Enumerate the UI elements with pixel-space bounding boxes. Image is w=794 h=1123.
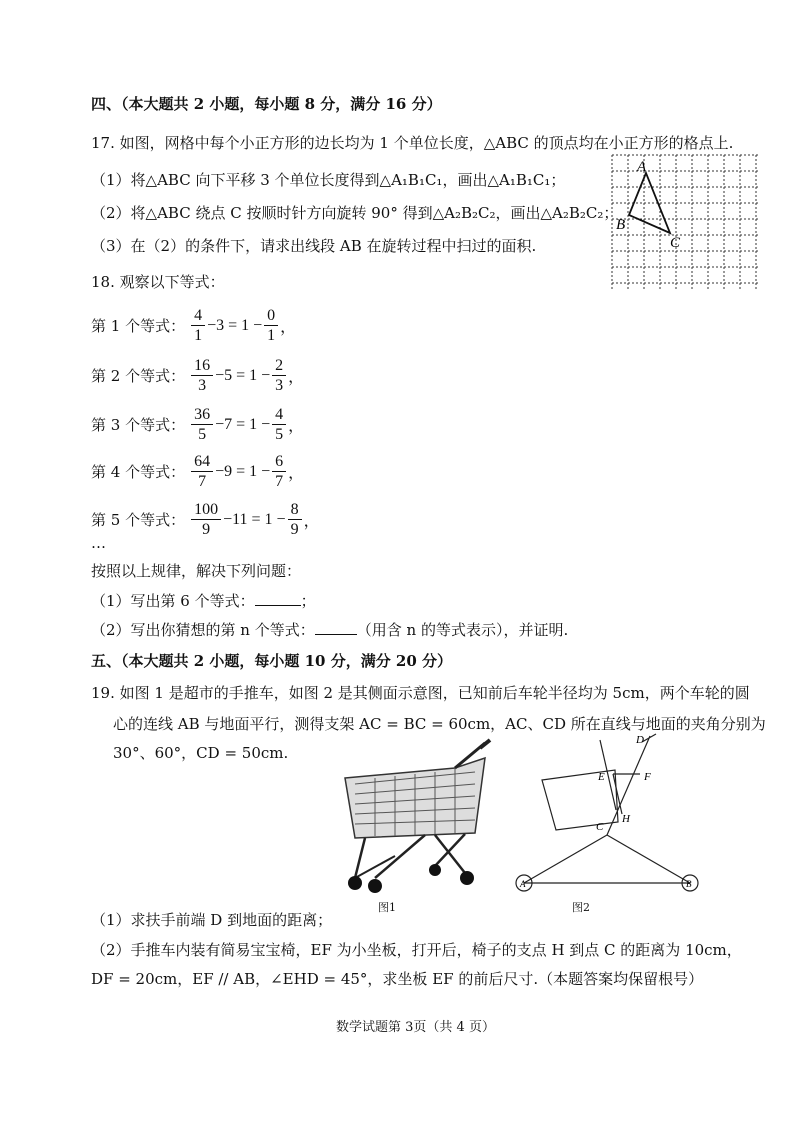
denominator: 3 <box>198 377 207 394</box>
label-c: C <box>670 235 681 251</box>
q18-equation-2 <box>91 356 304 395</box>
label-a: A <box>520 879 526 889</box>
fraction-1 <box>191 405 213 444</box>
equation-end: ， <box>288 418 305 435</box>
denominator: 9 <box>290 521 299 538</box>
equation-label: 第 4 个等式： <box>91 463 186 481</box>
numerator: 100 <box>191 500 221 520</box>
q17-part1: （1）将△ABC 向下平移 3 个单位长度得到△A₁B₁C₁，画出△A₁B₁C₁； <box>91 171 566 189</box>
numerator: 4 <box>191 306 205 326</box>
fraction-2 <box>272 356 286 395</box>
figure2-caption: 图2 <box>572 901 590 914</box>
q18-equation-1 <box>91 306 296 345</box>
q18-part2-blank[interactable] <box>315 620 357 635</box>
equation-label: 第 5 个等式： <box>91 511 186 529</box>
numerator: 16 <box>191 356 213 376</box>
q18-stem: 18. 观察以下等式： <box>91 273 225 291</box>
q18-part2-prefix: （2）写出你猜想的第 n 个等式： <box>91 621 315 639</box>
q19-part1: （1）求扶手前端 D 到地面的距离； <box>91 911 333 929</box>
label-h: H <box>622 813 630 825</box>
equation-label: 第 2 个等式： <box>91 367 186 385</box>
numerator: 64 <box>191 452 213 472</box>
fraction-1 <box>191 356 213 395</box>
equation-middle: −9 = 1 − <box>215 462 271 480</box>
equation-label: 第 1 个等式： <box>91 317 186 335</box>
denominator: 1 <box>267 327 276 344</box>
denominator: 5 <box>198 426 207 443</box>
fraction-1 <box>191 306 205 345</box>
numerator: 0 <box>264 306 278 326</box>
label-c: C <box>596 821 604 833</box>
q19-line2: 心的连线 AB 与地面平行，测得支架 AC = BC = 60cm，AC、CD 所在直线与地面的夹角分别为 <box>113 715 766 733</box>
q18-equation-5 <box>91 500 320 539</box>
q17-stem: 17. 如图，网格中每个小正方形的边长均为 1 个单位长度，△ABC 的顶点均在小正方形的格点上. <box>91 134 734 152</box>
figure2-schematic <box>510 730 710 905</box>
q18-rule: 按照以上规律，解决下列问题： <box>91 562 302 580</box>
fraction-1 <box>191 500 221 539</box>
section5-heading: 五、（本大题共 2 小题，每小题 10 分，满分 20 分） <box>91 652 453 670</box>
denominator: 1 <box>194 327 203 344</box>
equation-end: ， <box>288 369 305 386</box>
q17-part2: （2）将△ABC 绕点 C 按顺时针方向旋转 90° 得到△A₂B₂C₂，画出△A₂B₂C₂； <box>91 204 619 222</box>
equation-middle: −7 = 1 − <box>215 415 271 433</box>
equation-end: ， <box>288 465 305 482</box>
denominator: 9 <box>202 521 211 538</box>
numerator: 8 <box>288 500 302 520</box>
label-b: B <box>686 879 692 889</box>
denominator: 5 <box>275 426 284 443</box>
equation-end: ， <box>303 513 320 530</box>
equation-middle: −11 = 1 − <box>223 510 286 528</box>
fraction-1 <box>191 452 213 491</box>
denominator: 3 <box>275 377 284 394</box>
label-d: D <box>636 734 644 746</box>
q19-line1: 19. 如图 1 是超市的手推车，如图 2 是其侧面示意图，已知前后车轮半径均为 5cm，两个车轮的圆 <box>91 684 750 702</box>
q18-ellipsis: … <box>91 534 106 552</box>
equation-end: ， <box>280 319 297 336</box>
denominator: 7 <box>275 473 284 490</box>
label-e: E <box>598 771 605 783</box>
equation-label: 第 3 个等式： <box>91 416 186 434</box>
q18-part2 <box>91 620 568 640</box>
fraction-2 <box>272 405 286 444</box>
q18-part1-blank[interactable] <box>255 591 301 606</box>
cart-wheel-1 <box>348 876 362 890</box>
grid-lines <box>612 155 758 291</box>
denominator: 7 <box>198 473 207 490</box>
numerator: 36 <box>191 405 213 425</box>
cart-wheel-2 <box>368 879 382 893</box>
numerator: 4 <box>272 405 286 425</box>
q19-part2-line2: DF = 20cm，EF // AB，∠EHD = 45°，求坐板 EF 的前后尺寸.（本题答案均保留根号） <box>91 970 704 988</box>
fraction-2 <box>264 306 278 345</box>
numerator: 2 <box>272 356 286 376</box>
page-footer: 数学试题第 3页（共 4 页） <box>336 1020 495 1035</box>
line-ac <box>524 835 607 883</box>
q17-grid-figure <box>610 153 760 293</box>
q19-part2-line1: （2）手推车内装有简易宝宝椅，EF 为小坐板，打开后，椅子的支点 H 到点 C 的距离为 10cm， <box>91 941 742 959</box>
numerator: 6 <box>272 452 286 472</box>
section4-heading: 四、（本大题共 2 小题，每小题 8 分，满分 16 分） <box>91 95 442 113</box>
label-b: B <box>616 217 626 233</box>
q18-part1-prefix: （1）写出第 6 个等式： <box>91 592 255 610</box>
q18-part1 <box>91 591 316 611</box>
q18-part1-suffix: ； <box>300 592 316 610</box>
basket-outline <box>542 770 618 830</box>
q17-part3: （3）在（2）的条件下，请求出线段 AB 在旋转过程中扫过的面积. <box>91 237 537 255</box>
figure1-caption: 图1 <box>378 901 396 914</box>
figure1-shopping-cart <box>335 738 495 898</box>
q19-line3: 30°、60°，CD = 50cm. <box>113 744 289 762</box>
cart-wheel-4 <box>429 864 441 876</box>
cart-wheel-3 <box>460 871 474 885</box>
q18-equation-3 <box>91 405 304 444</box>
equation-middle: −3 = 1 − <box>207 316 263 334</box>
label-a: A <box>637 159 647 175</box>
line-bc <box>607 835 690 883</box>
q18-equation-4 <box>91 452 304 491</box>
label-f: F <box>644 771 651 783</box>
q18-part2-suffix: （用含 n 的等式表示），并证明. <box>356 621 569 639</box>
equation-middle: −5 = 1 − <box>215 366 271 384</box>
fraction-2 <box>272 452 286 491</box>
fraction-2 <box>288 500 302 539</box>
